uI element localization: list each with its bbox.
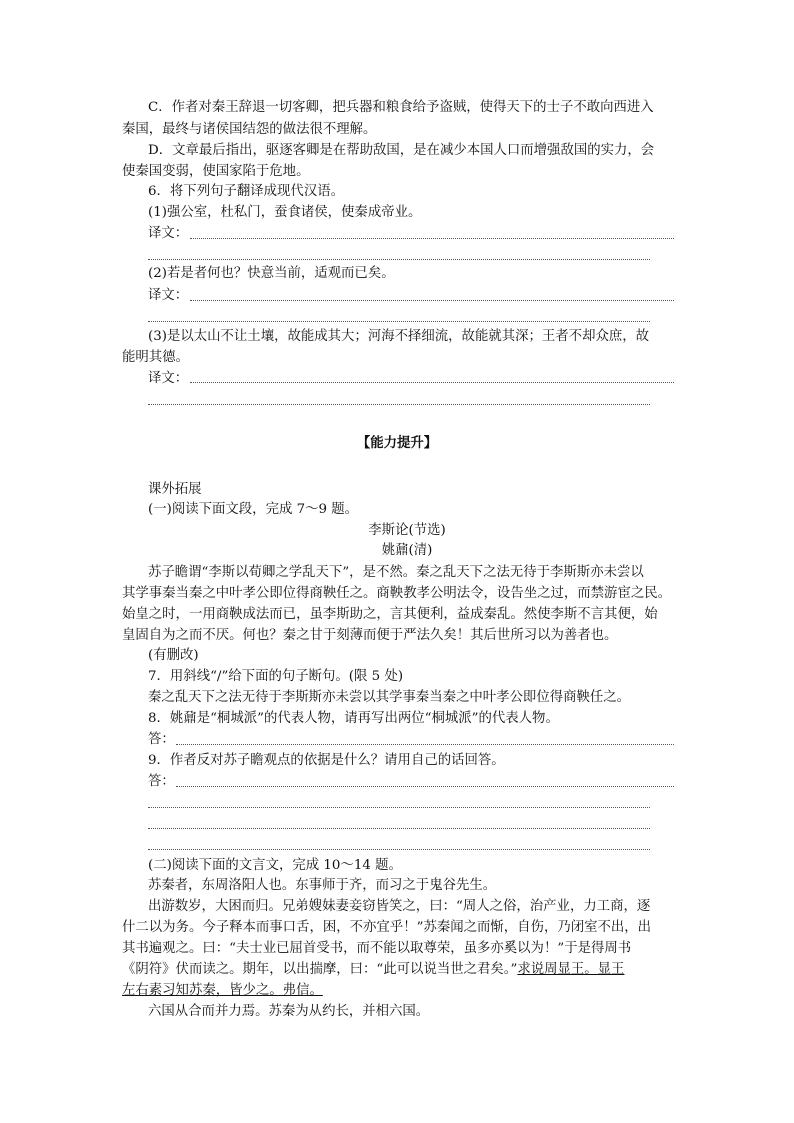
answer-label: 答： <box>148 732 175 747</box>
answer-line[interactable] <box>176 786 674 787</box>
passage-author: 姚鼐(清) <box>381 543 433 558</box>
passage1-line3: 始皇之时，一用商鞅成法而已，虽李斯助之，言其便利，益成秦乱。然使李斯不言其便，始 <box>122 607 658 622</box>
answer-line[interactable] <box>176 744 674 745</box>
passage2-line3: 什二以为务。今子释本而事口舌，困，不亦宜乎！”苏秦闻之而惭，自伤，乃闭室不出，出 <box>122 920 652 935</box>
passage1-line2: 其学事秦当秦之中叶孝公即位得商鞅任之。商鞅教孝公明法令，设告坐之过，而禁游宦之民。 <box>122 586 672 601</box>
q6-sentence-1: (1)强公室，杜私门，蚕食诸侯，使秦成帝业。 <box>148 205 422 220</box>
part2-intro: (二)阅读下面的文言文，完成 10～14 题。 <box>148 858 402 873</box>
translation-label: 译文： <box>148 288 189 303</box>
passage2-line5-text: 《阴符》伏而读之。期年，以出揣摩，曰：“此可以说当世之君矣。” <box>122 962 518 977</box>
passage2-line5 <box>122 960 624 980</box>
passage2-line1: 苏秦者，东周洛阳人也。东事师于齐，而习之于鬼谷先生。 <box>148 878 497 893</box>
passage1-line1: 苏子瞻谓“李斯以荀卿之学乱天下”，是不然。秦之乱天下之法无待于李斯斯亦未尝以 <box>148 565 644 580</box>
q6-sentence-3-line2: 能明其德。 <box>122 350 189 365</box>
translation-label: 译文： <box>148 371 189 386</box>
passage2-line6 <box>122 981 323 1001</box>
answer-line[interactable] <box>148 828 650 829</box>
option-d-line2: 使秦国变弱，使国家陷于危地。 <box>122 164 310 179</box>
underlined-sentence-part2: 左右素习知苏秦，皆少之。弗信。 <box>122 983 323 998</box>
q6-sentence-3-line1: (3)是以太山不让土壤，故能成其大；河海不择细流，故能就其深；王者不却众庶，故 <box>148 329 650 344</box>
answer-line[interactable] <box>190 238 674 239</box>
question-6: 6．将下列句子翻译成现代汉语。 <box>148 184 344 199</box>
passage2-line2: 出游数岁，大困而归。兄弟嫂妹妻妾窃皆笑之，曰：“周人之俗，治产业，力工商，逐 <box>148 899 651 914</box>
answer-line[interactable] <box>148 807 650 808</box>
answer-line[interactable] <box>190 382 674 383</box>
section-title: 【能力提升】 <box>356 435 438 451</box>
option-c-line1: C．作者对秦王辞退一切客卿，把兵器和粮食给予盗贼，使得天下的士子不敢向西进入 <box>148 100 654 115</box>
option-d-line1: D．文章最后指出，驱逐客卿是在帮助敌国，是在减少本国人口而增强敌国的实力，会 <box>148 143 655 158</box>
answer-line[interactable] <box>148 849 650 850</box>
question-9: 9．作者反对苏子瞻观点的依据是什么？请用自己的话回答。 <box>148 753 505 768</box>
translation-label: 译文： <box>148 226 189 241</box>
question-7-text: 秦之乱天下之法无待于李斯斯亦未尝以其学事秦当秦之中叶孝公即位得商鞅任之。 <box>148 690 631 705</box>
passage1-line4: 皇固自为之而不厌。何也？秦之甘于刻薄而便于严法久矣！其后世所习以为善者也。 <box>122 628 618 643</box>
underlined-sentence-part1: 求说周显王。显王 <box>517 962 625 977</box>
passage2-line4: 其书遍观之。曰：“夫士业已屈首受书，而不能以取尊荣，虽多亦奚以为！”于是得周书 <box>122 941 632 956</box>
part1-intro: (一)阅读下面文段，完成 7～9 题。 <box>148 502 359 517</box>
question-8: 8．姚鼐是“桐城派”的代表人物，请再写出两位“桐城派”的代表人物。 <box>148 711 559 726</box>
answer-line[interactable] <box>148 259 650 260</box>
answer-line[interactable] <box>148 321 650 322</box>
passage-title: 李斯论(节选) <box>368 523 446 538</box>
source-note: (有删改) <box>148 648 199 663</box>
answer-line[interactable] <box>190 300 674 301</box>
option-c-line2: 秦国，最终与诸侯国结怨的做法很不理解。 <box>122 122 377 137</box>
passage2-line7: 六国从合而并力焉。苏秦为从约长，并相六国。 <box>148 1004 430 1019</box>
question-7: 7．用斜线“/”给下面的句子断句。(限 5 处) <box>148 669 404 684</box>
q6-sentence-2: (2)若是者何也？快意当前，适观而已矣。 <box>148 266 395 281</box>
answer-line[interactable] <box>148 404 650 405</box>
extra-heading: 课外拓展 <box>148 482 202 497</box>
answer-label: 答： <box>148 774 175 789</box>
